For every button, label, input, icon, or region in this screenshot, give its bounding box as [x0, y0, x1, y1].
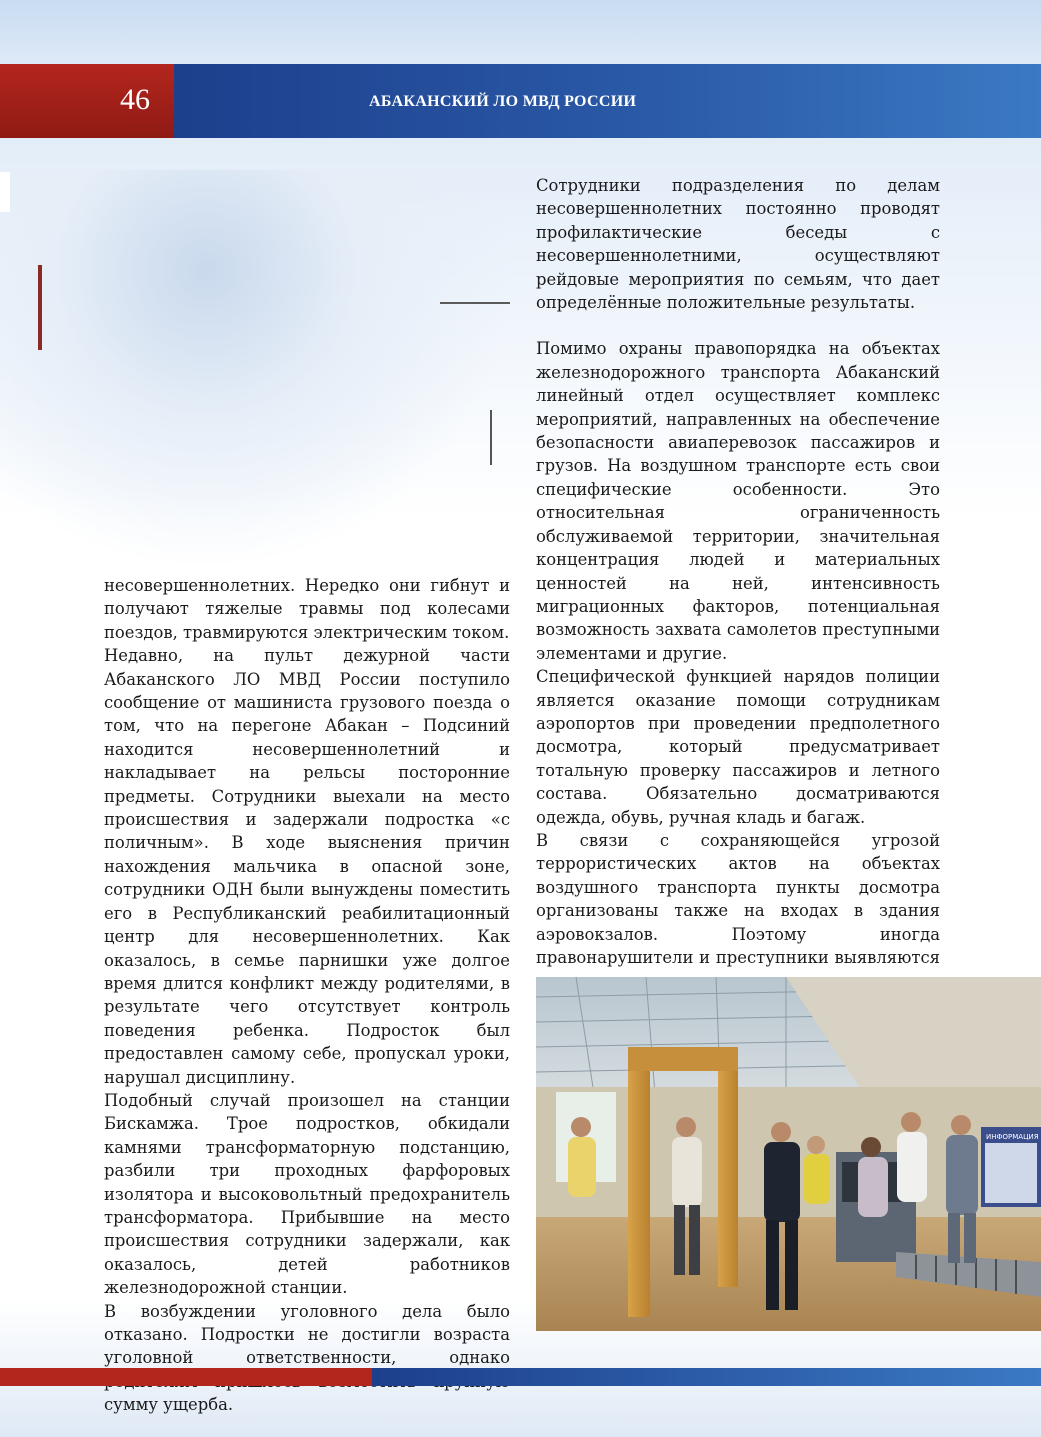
- right-paragraph-2: Помимо охраны правопорядка на объектах железнодорожного транспорта Абаканский линейный отдел осуществляет комплекс мероприятий, направленных на обеспечение безопасности авиаперевозок пассажиров и грузов. На воздушном транспорте есть свои специфические особенности. Это относительная ограниченность обслуживаемой территории, значительная концентрация людей и материальных ценностей на ней, интенсивность миграционных факторов, потенциальная возможность захвата самолетов преступными элементами и другие.: [536, 339, 940, 663]
- right-column: [536, 174, 940, 993]
- info-board-sign: ИНФОРМАЦИЯ: [986, 1133, 1039, 1141]
- header-red-block: [0, 64, 174, 138]
- left-paragraph-3: Подобный случай произошел на станции Бискамжа. Трое подростков, обкидали камнями трансформаторную подстанцию, разбили три проходных фарфоровых изолятора и высоковольтный предохранитель трансформатора. Прибывшие на место происшествия сотрудники задержали, как оказалось, детей работников железнодорожной станции.: [104, 1090, 510, 1298]
- header-blue-block: [174, 64, 1041, 138]
- left-paragraph-2: Недавно, на пульт дежурной части Абаканского ЛО МВД России поступило сообщение от машиниста грузового поезда о том, что на перегоне Абакан – Подсиний находится несовершеннолетний и накладывает на рельсы посторонние предметы. Сотрудники выехали на место происшествия и задержали подростка «с поличным». В ходе выяснения причин нахождения мальчика в опасной зоне, сотрудники ОДН были вынуждены поместить его в Республиканский реабилитационный центр для несовершеннолетних. Как оказалось, в семье парнишки уже долгое время длится конфликт между родителями, в результате чего отсутствует контроль поведения ребенка. Подросток был предоставлен самому себе, пропускал уроки, нарушал дисциплину.: [104, 646, 510, 1087]
- footer-blue-stripe: [372, 1368, 1041, 1386]
- right-paragraph-3: Специфической функцией нарядов полиции является оказание помощи сотрудникам аэропортов при проведении предполетного досмотра, который предусматривает тотальную проверку пассажиров и летного состава. Обязательно досматриваются одежда, обувь, ручная кладь и багаж.: [536, 667, 940, 827]
- left-column: [104, 574, 510, 1417]
- header-band: [0, 64, 1041, 138]
- section-title: АБАКАНСКИЙ ЛО МВД РОССИИ: [369, 93, 637, 110]
- airport-security-photo: [536, 977, 1041, 1331]
- left-paragraph-1: несовершеннолетних. Нередко они гибнут и получают тяжелые травмы под колесами поездов, травмируются электрическим током.: [104, 576, 510, 642]
- security-scene-illustration: [536, 977, 1041, 1331]
- footer-red-stripe: [0, 1368, 372, 1386]
- faded-photo: [0, 170, 515, 570]
- right-paragraph-1: Сотрудники подразделения по делам несовершеннолетних постоянно проводят профилактические беседы с несовершеннолетними, осуществляют рейдовые мероприятия по семьям, что дает определённые положительные результаты.: [536, 176, 940, 313]
- right-paragraph-4: В связи с сохраняющейся угрозой террористических актов на объектах воздушного транспорта пункты досмотра организованы также на входах в здания аэровокзалов. Поэтому иногда правонарушители и преступники выявляются: [536, 830, 940, 967]
- left-paragraph-4: В возбуждении уголовного дела было отказано. Подростки не достигли возраста уголовной ответственности, однако сумму ущерба.: [104, 1301, 510, 1415]
- page-number: 46: [120, 83, 150, 116]
